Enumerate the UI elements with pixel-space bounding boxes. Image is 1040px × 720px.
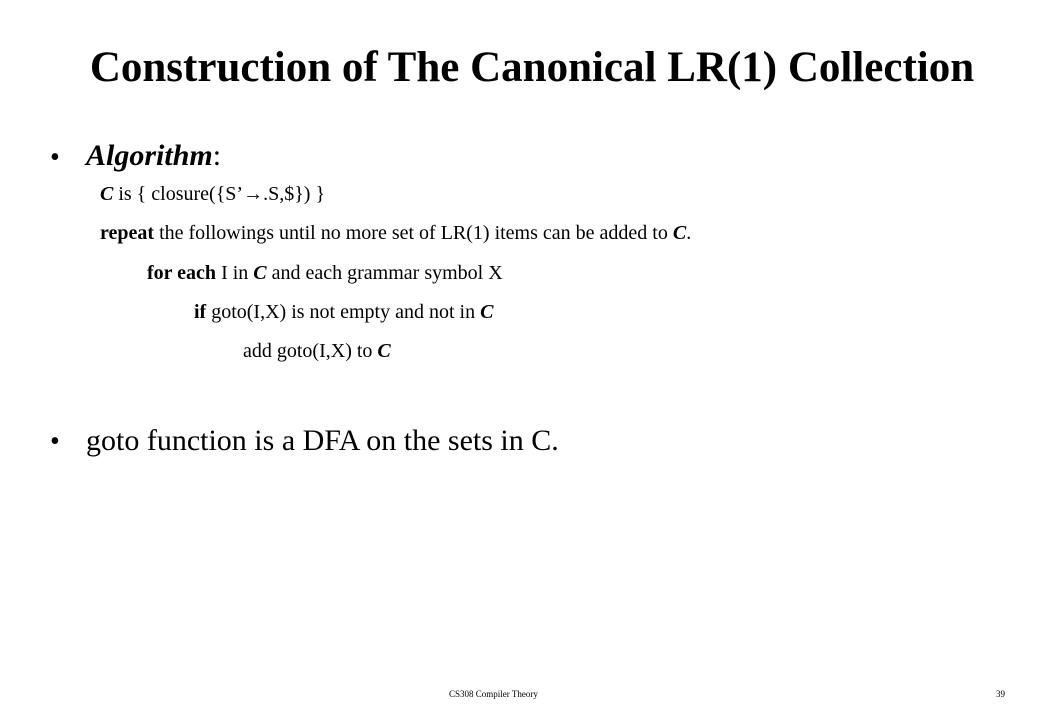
footer-page-number: 39: [996, 689, 1005, 699]
var-c: C: [672, 222, 687, 244]
algorithm-line-add: [243, 341, 391, 361]
algorithm-colon: :: [212, 139, 222, 172]
var-c: C: [377, 340, 391, 362]
algorithm-line-c: [100, 184, 325, 204]
bullet-goto-function: goto function is a DFA on the sets in C.: [86, 424, 559, 457]
var-c: C: [480, 301, 494, 323]
line-for-text-1: I in: [216, 262, 254, 284]
line-repeat-end: .: [686, 222, 692, 244]
line-repeat-text: the followings until no more set of LR(1) items can be added to: [154, 222, 673, 244]
line-c-text: is { closure({S’→.S,$}) }: [113, 183, 326, 205]
line-add-text: add goto(I,X) to: [243, 340, 378, 362]
algorithm-line-repeat: [100, 223, 691, 243]
keyword-for-each: for each: [147, 262, 217, 284]
line-for-text-2: and each grammar symbol X: [266, 262, 503, 284]
bullet-marker-algorithm: •: [50, 142, 60, 173]
keyword-repeat: repeat: [100, 222, 155, 244]
keyword-if: if: [194, 301, 207, 323]
slide-title: Construction of The Canonical LR(1) Collection: [89, 44, 975, 91]
footer-course: CS308 Compiler Theory: [449, 689, 538, 699]
var-c: C: [100, 183, 114, 205]
algorithm-heading: [86, 141, 221, 171]
bullet-marker-goto: •: [50, 426, 60, 457]
var-c: C: [253, 262, 267, 284]
line-if-text: goto(I,X) is not empty and not in: [206, 301, 481, 323]
algorithm-line-if: [194, 302, 493, 322]
algorithm-line-for-each: [147, 263, 503, 283]
algorithm-label: Algorithm: [86, 139, 213, 172]
